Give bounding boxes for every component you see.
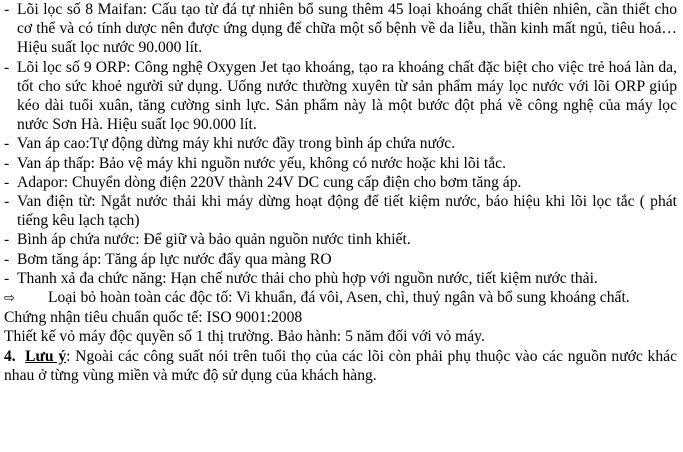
note-paragraph (4, 347, 677, 385)
list-dash: - (4, 250, 10, 268)
list-item-booster-pump (4, 250, 677, 269)
list-dash: - (4, 231, 10, 249)
note-number: 4. (4, 347, 16, 365)
list-item-pressure-tank (4, 230, 677, 249)
list-item-text: Van điện từ: Ngắt nước thải khi máy dừng hoạt động để tiết kiệm nước, báo hiệu khi lõi lọc tắc ( phát tiếng kêu lạch tạch) (17, 193, 677, 230)
list-item-text: Lõi lọc số 8 Maifan: Cấu tạo từ đá tự nhiên bổ sung thêm 45 loại khoáng chất thiên nhiên, cần thiết cho cơ thể và có tính dược nên được ứng dụng để chữa một số bệnh về da liễu, thần kinh mất ngủ, tiêu hoá…Hiệu suất lọc nước 90.000 lít. (17, 1, 677, 57)
list-item-maifan-filter (4, 0, 677, 58)
note-label: Lưu ý (25, 347, 67, 365)
design-warranty-line: Thiết kế vỏ máy độc quyền số 1 thị trường. Bảo hành: 5 năm đối với vỏ máy. (4, 328, 485, 346)
list-item-adapter (4, 173, 677, 192)
list-item-low-pressure-valve (4, 154, 677, 173)
list-item-high-pressure-valve (4, 134, 677, 153)
arrow-right-icon: ⇨ (4, 291, 15, 307)
document-body (4, 0, 677, 385)
list-item-orp-filter (4, 58, 677, 135)
list-dash: - (4, 58, 10, 76)
list-item-text: Van áp cao:Tự động dừng máy khi nước đầy trong bình áp chứa nước. (17, 135, 456, 153)
note-text: : Ngoài các công suất nói trên tuổi thọ của các lõi còn phải phụ thuộc vào các nguồn nước khác nhau ở từng vùng miền và mức độ sử dụng của khách hàng. (4, 347, 677, 384)
list-dash: - (4, 1, 10, 18)
list-item-solenoid-valve (4, 192, 677, 230)
list-item-waste-bar (4, 269, 677, 288)
list-dash: - (4, 173, 10, 191)
list-item-text: Van áp thấp: Bảo vệ máy khi nguồn nước yếu, không có nước hoặc khi lõi tắc. (17, 154, 506, 172)
list-item-text: Lõi lọc số 9 ORP: Công nghệ Oxygen Jet tạo khoáng, tạo ra khoáng chất đặc biệt cho việc trẻ hoá làn da, tốt cho sức khoẻ người sử dụng. Uống nước thường xuyên từ sản phẩm máy lọc nước với lõi ORP giúp kéo dài tuổi xuân, tăng cường sinh lực. Sản phẩm này là một bước đột phá về công nghệ của máy lọc nước Sơn Hà. Hiệu suất lọc 90.000 lít. (17, 58, 677, 134)
list-item-text: Adapor: Chuyển dòng điện 220V thành 24V DC cung cấp điện cho bơm tăng áp. (17, 173, 522, 191)
summary-arrow-item (4, 288, 677, 308)
list-dash: - (4, 193, 10, 211)
list-item-text: Thanh xả đa chức năng: Hạn chế nước thải cho phù hợp với nguồn nước, tiết kiệm nước thải. (17, 269, 598, 287)
list-item-text: Bơm tăng áp: Tăng áp lực nước đẩy qua màng RO (17, 250, 332, 268)
list-dash: - (4, 154, 10, 172)
list-item-text: Bình áp chứa nước: Để giữ và bảo quản nguồn nước tinh khiết. (17, 231, 411, 249)
list-dash: - (4, 269, 10, 287)
summary-text: Loại bỏ hoàn toàn các độc tố: Vi khuẩn, đá vôi, Asen, chì, thuỷ ngân và bổ sung khoáng chất. (48, 289, 630, 307)
certification-line: Chứng nhận tiêu chuẩn quốc tế: ISO 9001:2008 (4, 309, 303, 327)
list-dash: - (4, 135, 10, 153)
